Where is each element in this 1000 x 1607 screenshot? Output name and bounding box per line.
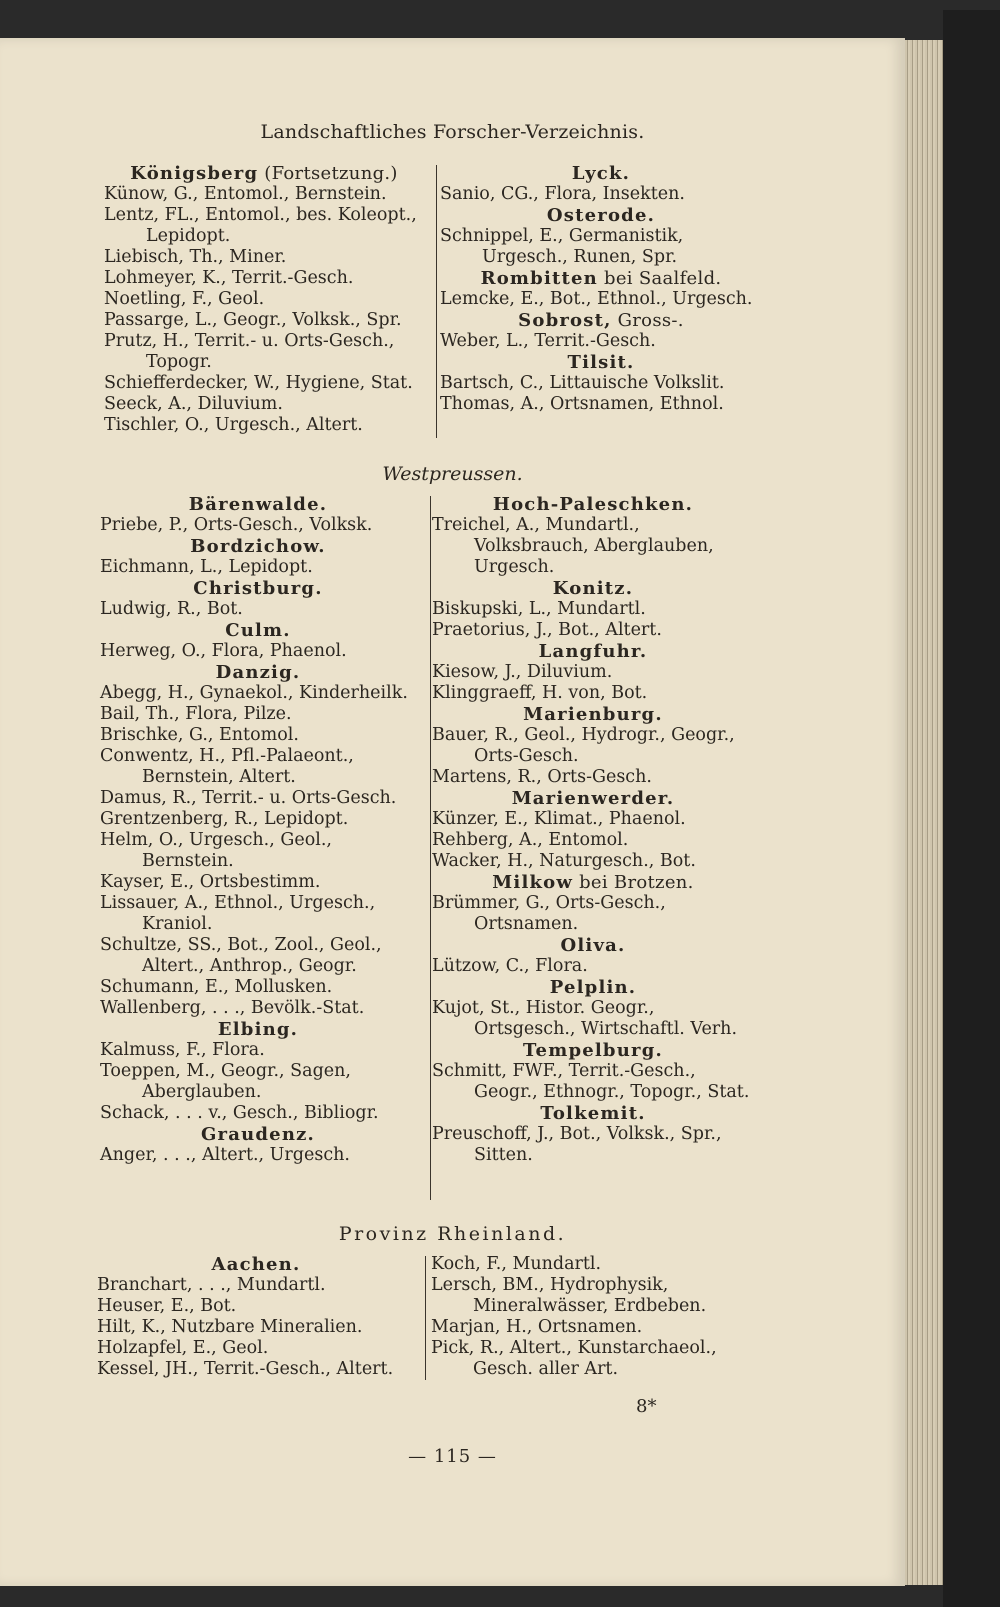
researcher-entry: Lohmeyer, K., Territ.-Gesch. [104, 268, 354, 288]
place-name: Langfuhr. [538, 641, 648, 662]
place-name: Konitz. [552, 578, 634, 599]
researcher-entry: Brümmer, G., Orts-Gesch., Ortsnamen. [432, 893, 666, 934]
column-left [100, 494, 416, 1166]
place-name: Oliva. [560, 935, 626, 956]
researcher-entry: Bauer, R., Geol., Hydrogr., Geogr., Orts-Gesch. [432, 725, 735, 766]
place-name: Milkow [492, 872, 574, 893]
researcher-entry: Schiefferdecker, W., Hygiene, Stat. [104, 373, 413, 393]
researcher-entry: Liebisch, Th., Miner. [104, 247, 287, 267]
section-title-rheinland: Provinz Rheinland. [338, 1223, 567, 1245]
researcher-entry: Koch, F., Mundartl. [431, 1254, 602, 1274]
place-name: Aachen. [211, 1254, 301, 1275]
section-ostpreussen [104, 163, 762, 436]
researcher-entry: Passarge, L., Geogr., Volksk., Spr. [104, 310, 402, 330]
place-heading [100, 536, 416, 557]
place-name: Bärenwalde. [188, 494, 328, 515]
place-name: Marienwerder. [511, 788, 675, 809]
place-heading [432, 494, 754, 515]
researcher-entry: Schnippel, E., Germanistik, Urgesch., Runen, Spr. [440, 226, 684, 267]
place-suffix: (Fortsetzung.) [258, 163, 398, 184]
researcher-entry: Treichel, A., Mundartl., Volksbrauch, Aberglauben, Urgesch. [432, 515, 714, 577]
researcher-entry: Pick, R., Altert., Kunstarchaeol., Gesch. aller Art. [431, 1338, 717, 1379]
researcher-entry: Tischler, O., Urgesch., Altert. [104, 415, 363, 435]
researcher-entry: Lissauer, A., Ethnol., Urgesch., Kraniol. [100, 893, 376, 934]
researcher-entry: Kiesow, J., Diluvium. [432, 662, 613, 682]
place-heading [97, 1254, 415, 1275]
place-heading [100, 1019, 416, 1040]
place-heading [100, 578, 416, 599]
researcher-entry: Lemcke, E., Bot., Ethnol., Urgesch. [440, 289, 753, 309]
place-heading [440, 163, 762, 184]
place-heading [440, 352, 762, 373]
researcher-entry: Eichmann, L., Lepidopt. [100, 557, 313, 577]
place-name: Marienburg. [523, 704, 663, 725]
place-name: Lyck. [571, 163, 631, 184]
researcher-entry: Kayser, E., Ortsbestimm. [100, 872, 321, 892]
researcher-entry: Lentz, FL., Entomol., bes. Koleopt., Lepidopt. [104, 205, 417, 246]
place-name: Culm. [225, 620, 291, 641]
place-heading [100, 494, 416, 515]
researcher-entry: Klinggraeff, H. von, Bot. [432, 683, 648, 703]
researcher-entry: Herweg, O., Flora, Phaenol. [100, 641, 347, 661]
place-name: Hoch-Paleschken. [492, 494, 694, 515]
place-heading [432, 977, 754, 998]
researcher-entry: Marjan, H., Ortsnamen. [431, 1317, 643, 1337]
place-heading [100, 1124, 416, 1145]
column-right [440, 163, 762, 436]
researcher-entry: Bail, Th., Flora, Pilze. [100, 704, 292, 724]
researcher-entry: Anger, . . ., Altert., Urgesch. [100, 1145, 350, 1165]
place-suffix: bei Brotzen. [573, 872, 694, 893]
researcher-entry: Kessel, JH., Territ.-Gesch., Altert. [97, 1359, 394, 1379]
running-head: Landschaftliches Forscher-Verzeichnis. [260, 121, 645, 143]
researcher-entry: Biskupski, L., Mundartl. [432, 599, 646, 619]
place-name: Königsberg [130, 163, 259, 184]
researcher-entry: Kujot, St., Histor. Geogr., Ortsgesch., Wirtschaftl. Verh. [432, 998, 738, 1039]
place-heading [432, 704, 754, 725]
place-name: Elbing. [217, 1019, 299, 1040]
place-suffix: bei Saalfeld. [597, 268, 722, 289]
researcher-entry: Sanio, CG., Flora, Insekten. [440, 184, 685, 204]
researcher-entry: Schmitt, FWF., Territ.-Gesch., Geogr., Ethnogr., Topogr., Stat. [432, 1061, 750, 1102]
researcher-entry: Bartsch, C., Littauische Volkslit. [440, 373, 725, 393]
researcher-entry: Toeppen, M., Geogr., Sagen, Aberglauben. [100, 1061, 351, 1102]
researcher-entry: Helm, O., Urgesch., Geol., Bernstein. [100, 830, 332, 871]
place-name: Tilsit. [567, 352, 635, 373]
place-name: Danzig. [215, 662, 301, 683]
place-suffix: Gross-. [611, 310, 684, 331]
researcher-entry: Weber, L., Territ.-Gesch. [440, 331, 656, 351]
place-name: Sobrost, [518, 310, 612, 331]
researcher-entry: Wallenberg, . . ., Bevölk.-Stat. [100, 998, 365, 1018]
researcher-entry: Schack, . . . v., Gesch., Bibliogr. [100, 1103, 379, 1123]
book-cover-board [943, 10, 1000, 1607]
place-name: Bordzichow. [190, 536, 326, 557]
place-heading [432, 935, 754, 956]
researcher-entry: Schumann, E., Mollusken. [100, 977, 333, 997]
place-name: Tempelburg. [523, 1040, 663, 1061]
column-divider [436, 165, 437, 438]
column-divider [425, 1256, 426, 1380]
researcher-entry: Priebe, P., Orts-Gesch., Volksk. [100, 515, 373, 535]
place-name: Christburg. [193, 578, 323, 599]
researcher-entry: Künow, G., Entomol., Bernstein. [104, 184, 387, 204]
place-heading [432, 1040, 754, 1061]
column-divider [430, 496, 431, 1200]
section-westpreussen [100, 494, 754, 1166]
researcher-entry: Lützow, C., Flora. [432, 956, 588, 976]
researcher-entry: Wacker, H., Naturgesch., Bot. [432, 851, 696, 871]
place-name: Rombitten [480, 268, 598, 289]
researcher-entry: Seeck, A., Diluvium. [104, 394, 283, 414]
researcher-entry: Branchart, . . ., Mundartl. [97, 1275, 326, 1295]
researcher-entry: Abegg, H., Gynaekol., Kinderheilk. [100, 683, 408, 703]
place-heading [440, 205, 762, 226]
researcher-entry: Künzer, E., Klimat., Phaenol. [432, 809, 686, 829]
researcher-entry: Heuser, E., Bot. [97, 1296, 237, 1316]
place-heading [440, 310, 762, 331]
place-name: Tolkemit. [540, 1103, 646, 1124]
column-right [432, 494, 754, 1166]
researcher-entry: Praetorius, J., Bot., Altert. [432, 620, 662, 640]
researcher-entry: Prutz, H., Territ.- u. Orts-Gesch., Topogr. [104, 331, 395, 372]
column-left [104, 163, 424, 436]
place-name: Pelplin. [549, 977, 637, 998]
page-edges [905, 40, 943, 1585]
researcher-entry: Damus, R., Territ.- u. Orts-Gesch. [100, 788, 397, 808]
column-right [431, 1254, 753, 1380]
place-heading [100, 662, 416, 683]
researcher-entry: Ludwig, R., Bot. [100, 599, 243, 619]
place-name: Osterode. [546, 205, 656, 226]
researcher-entry: Kalmuss, F., Flora. [100, 1040, 265, 1060]
researcher-entry: Martens, R., Orts-Gesch. [432, 767, 652, 787]
place-heading [432, 872, 754, 893]
researcher-entry: Schultze, SS., Bot., Zool., Geol., Altert., Anthrop., Geogr. [100, 935, 382, 976]
researcher-entry: Thomas, A., Ortsnamen, Ethnol. [440, 394, 724, 414]
researcher-entry: Brischke, G., Entomol. [100, 725, 299, 745]
place-heading [432, 641, 754, 662]
place-heading [432, 578, 754, 599]
researcher-entry: Lersch, BM., Hydrophysik, Mineralwässer, Erdbeben. [431, 1275, 707, 1316]
section-title-westpreussen: Westpreussen. [382, 463, 523, 485]
researcher-entry: Rehberg, A., Entomol. [432, 830, 629, 850]
researcher-entry: Grentzenberg, R., Lepidopt. [100, 809, 349, 829]
researcher-entry: Preuschoff, J., Bot., Volksk., Spr., Sitten. [432, 1124, 722, 1165]
place-heading [432, 1103, 754, 1124]
researcher-entry: Conwentz, H., Pfl.-Palaeont., Bernstein, Altert. [100, 746, 354, 787]
page-number: — 115 — [408, 1446, 497, 1467]
place-heading [432, 788, 754, 809]
researcher-entry: Hilt, K., Nutzbare Mineralien. [97, 1317, 363, 1337]
column-left [97, 1254, 415, 1380]
place-heading [104, 163, 424, 184]
researcher-entry: Noetling, F., Geol. [104, 289, 265, 309]
researcher-entry: Holzapfel, E., Geol. [97, 1338, 269, 1358]
place-heading [440, 268, 762, 289]
place-heading [100, 620, 416, 641]
place-name: Graudenz. [200, 1124, 316, 1145]
signature-mark: 8* [636, 1396, 657, 1417]
